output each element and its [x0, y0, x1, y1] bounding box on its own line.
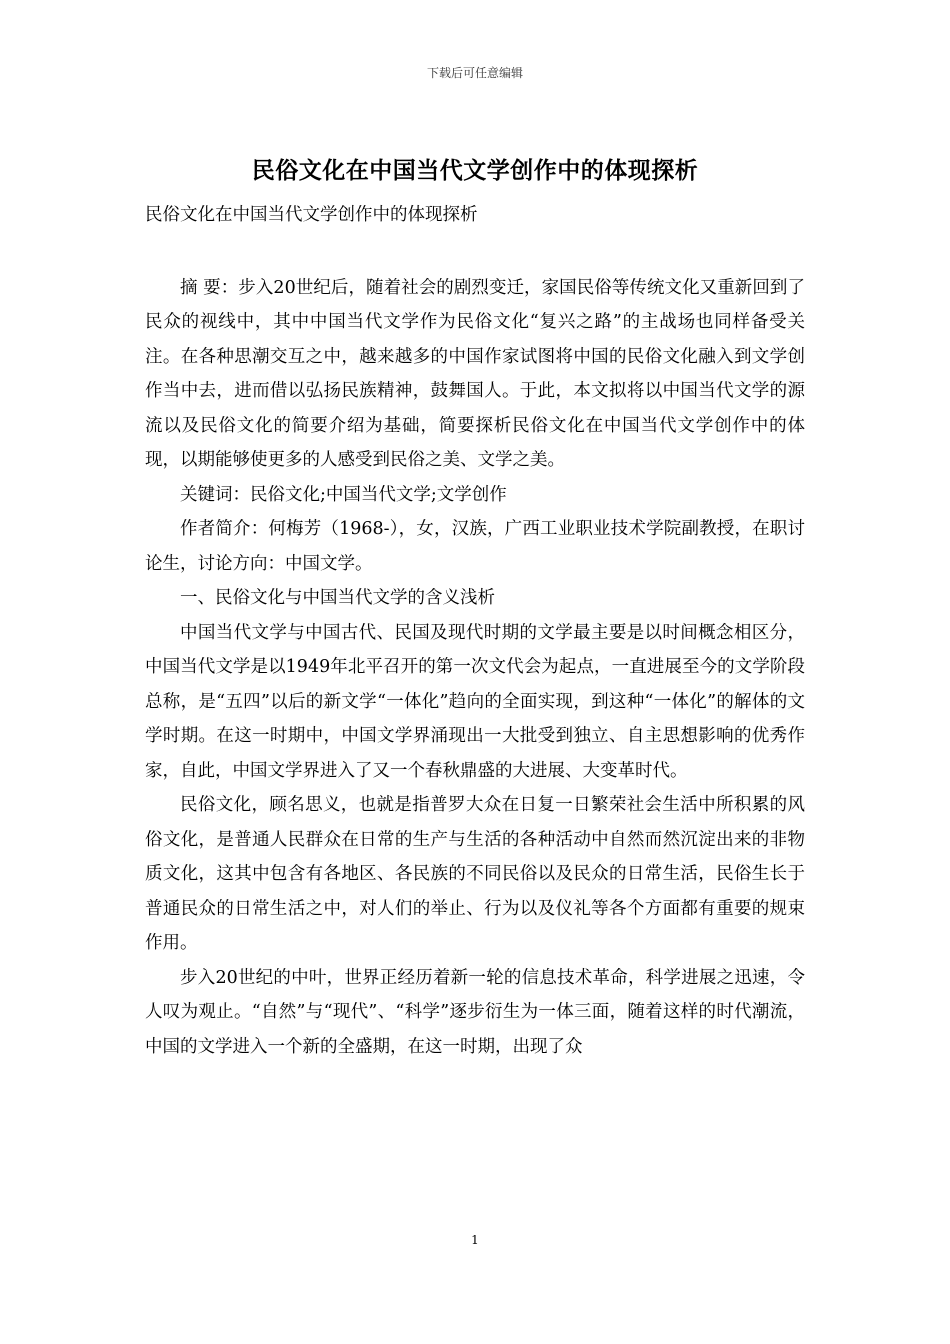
author-bio-paragraph: 作者简介：何梅芳（1968-），女，汉族，广西工业职业技术学院副教授，在职讨论生，讨论方向：中国文学。 [145, 519, 805, 574]
abstract-paragraph: 摘 要：步入20世纪后，随着社会的剧烈变迁，家国民俗等传统文化又重新回到了民众的视线中，其中中国当代文学作为民俗文化“复兴之路”的主战场也同样备受关注。在各种思潮交互之中，越来越多的中国作家试图将中国的民俗文化融入到文学创作当中去，进而借以弘扬民族精神，鼓舞国人。于此，本文拟将以中国当代文学的源流以及民俗文化的简要介绍为基础，简要探析民俗文化在中国当代文学创作中的体现，以期能够使更多的人感受到民俗之美、文学之美。 [145, 277, 805, 470]
document-body [145, 198, 805, 1064]
keywords-paragraph: 关键词：民俗文化;中国当代文学;文学创作 [180, 484, 507, 505]
section-heading: 一、民俗文化与中国当代文学的含义浅析 [180, 588, 495, 608]
body-paragraph: 中国当代文学与中国古代、民国及现代时期的文学最主要是以时间概念相区分，中国当代文学是以1949年北平召开的第一次文代会为起点，一直进展至今的文学阶段总称，是“五四”以后的新文学“一体化”趋向的全面实现，到这种“一体化”的解体的文学时期。在这一时期中，中国文学界涌现出一大批受到独立、自主思想影响的优秀作家，自此，中国文学界进入了又一个春秋鼎盛的大进展、大变革时代。 [145, 622, 805, 781]
document-subtitle: 民俗文化在中国当代文学创作中的体现探析 [145, 205, 478, 225]
blank-line [145, 233, 805, 271]
body-paragraph: 步入20世纪的中叶，世界正经历着新一轮的信息技术革命，科学进展之迅速，令人叹为观止。“自然”与“现代”、“科学”逐步衍生为一体三面，随着这样的时代潮流，中国的文学进入一个新的全盛期，在这一时期，出现了众 [145, 967, 805, 1057]
document-title: 民俗文化在中国当代文学创作中的体现探析 [251, 158, 699, 184]
page-number: 1 [471, 1233, 479, 1247]
body-paragraph: 民俗文化，顾名思义，也就是指普罗大众在日复一日繁荣社会生活中所积累的风俗文化，是普通人民群众在日常的生产与生活的各种活动中自然而然沉淀出来的非物质文化，这其中包含有各地区、各民族的不同民俗以及民众的日常生活，民俗生长于普通民众的日常生活之中，对人们的举止、行为以及仪礼等各个方面都有重要的规束作用。 [145, 795, 805, 953]
header-note: 下载后可任意编辑 [426, 66, 523, 80]
